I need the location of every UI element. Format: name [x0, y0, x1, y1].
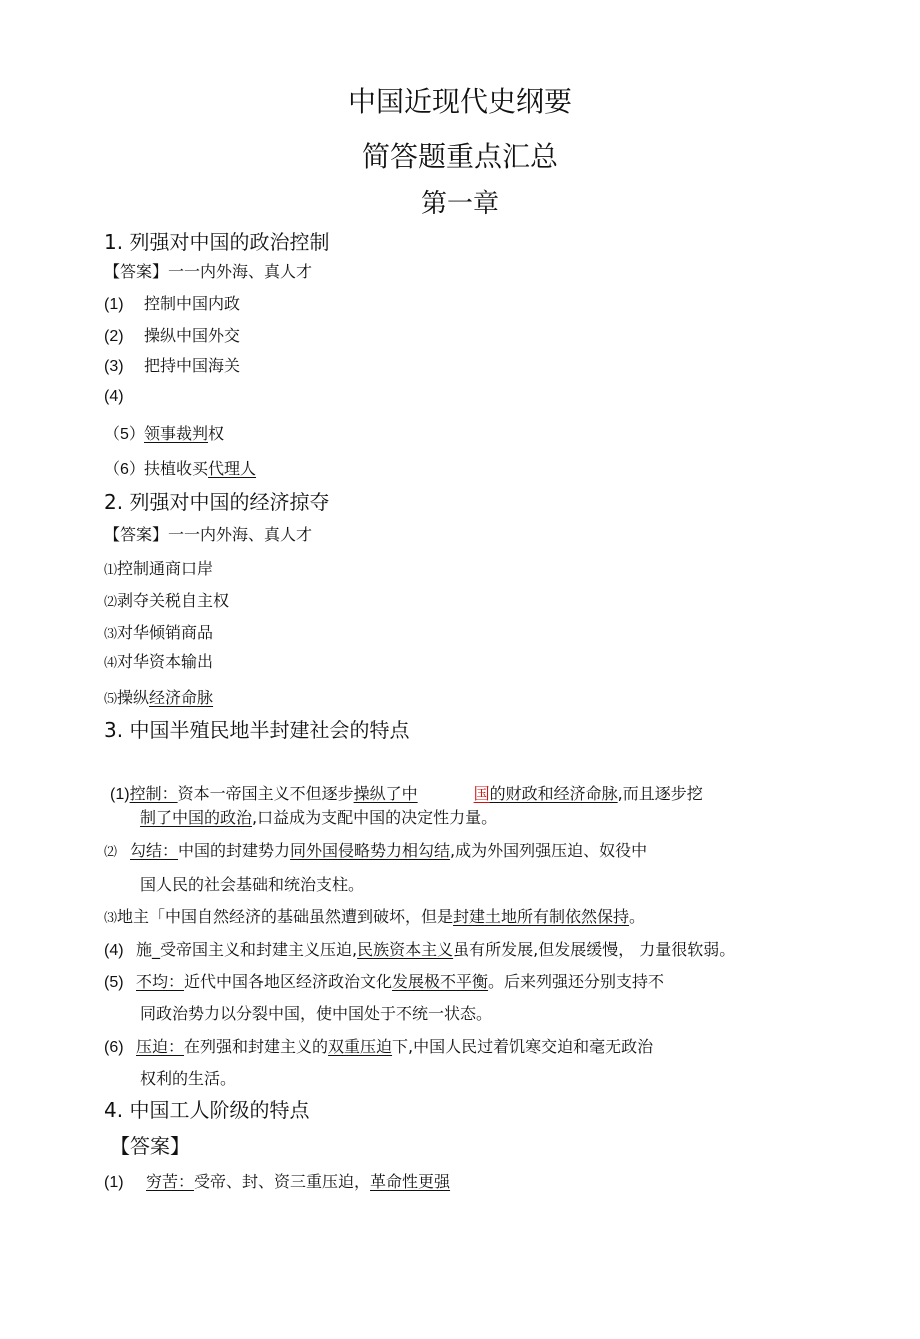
list-item: ⑷对华资本输出 [104, 652, 214, 671]
question-4-answer-label: 【答案】 [110, 1134, 190, 1158]
question-1-heading [104, 226, 329, 255]
list-item-continuation: 权利的生活。 [140, 1069, 237, 1088]
question-2-heading [104, 486, 329, 515]
list-item: (3) 把持中国海关 [104, 356, 241, 375]
page-title: 中国近现代史纲要 [347, 85, 572, 118]
question-3-heading [104, 714, 409, 743]
question-4-heading [104, 1094, 309, 1123]
list-item: (2) 操纵中国外交 [104, 326, 241, 345]
question-1-answer-label: 【答案】一一内外海、真人才 [104, 262, 313, 281]
question-2-number: 2. [104, 490, 124, 514]
highlighted-character: 国 [473, 784, 490, 803]
list-item: (4) 施_受帝国主义和封建主义压迫,民族资本主义虽有所发展,但发展缓慢， 力量很软弱。 [104, 940, 736, 959]
question-4-title: 中国工人阶级的特点 [129, 1098, 310, 1122]
list-item: ⑵ 勾结：中国的封建势力同外国侵略势力相勾结,成为外国列强压迫、奴役中 [104, 841, 648, 860]
list-item: （5）领事裁判权 [104, 424, 225, 443]
list-item: (1) 控制中国内政 [104, 294, 241, 313]
list-item-continuation: 同政治势力以分裂中国，使中国处于不统一状态。 [140, 1004, 493, 1023]
question-4-number: 4. [104, 1098, 124, 1122]
list-item: (1) 穷苦：受帝、封、资三重压迫，革命性更强 [104, 1172, 451, 1191]
list-item: (1)控制：资本一帝国主义不但逐步操纵了中 国的财政和经济命脉,而且逐步挖 [110, 784, 703, 803]
list-item: （6）扶植收买代理人 [104, 459, 257, 478]
list-item: ⑸操纵经济命脉 [104, 688, 214, 707]
question-3-number: 3. [104, 718, 124, 742]
list-item: ⑶对华倾销商品 [104, 623, 214, 642]
chapter-heading: 第一章 [420, 189, 499, 219]
list-item: (5) 不均：近代中国各地区经济政治文化发展极不平衡。后来列强还分别支持不 [104, 972, 665, 991]
list-item: (6) 压迫：在列强和封建主义的双重压迫下,中国人民过着饥寒交迫和毫无政治 [104, 1037, 654, 1056]
question-1-title: 列强对中国的政治控制 [129, 230, 330, 254]
question-1-number: 1. [104, 230, 124, 254]
page-subtitle: 简答题重点汇总 [361, 140, 558, 173]
question-2-title: 列强对中国的经济掠夺 [129, 490, 330, 514]
list-item: (4) [104, 388, 124, 405]
list-item: ⑶地主「中国自然经济的基础虽然遭到破坏，但是封建土地所有制依然保持。 [104, 907, 646, 926]
question-2-answer-label: 【答案】一一内外海、真人才 [104, 525, 313, 544]
question-3-title: 中国半殖民地半封建社会的特点 [129, 718, 410, 742]
list-item-continuation: 制了中国的政治,口益成为支配中国的决定性力量。 [140, 808, 498, 827]
list-item: ⑵剥夺关税自主权 [104, 591, 230, 610]
list-item: ⑴控制通商口岸 [104, 559, 214, 578]
list-item-continuation: 国人民的社会基础和统治支柱。 [140, 875, 365, 894]
